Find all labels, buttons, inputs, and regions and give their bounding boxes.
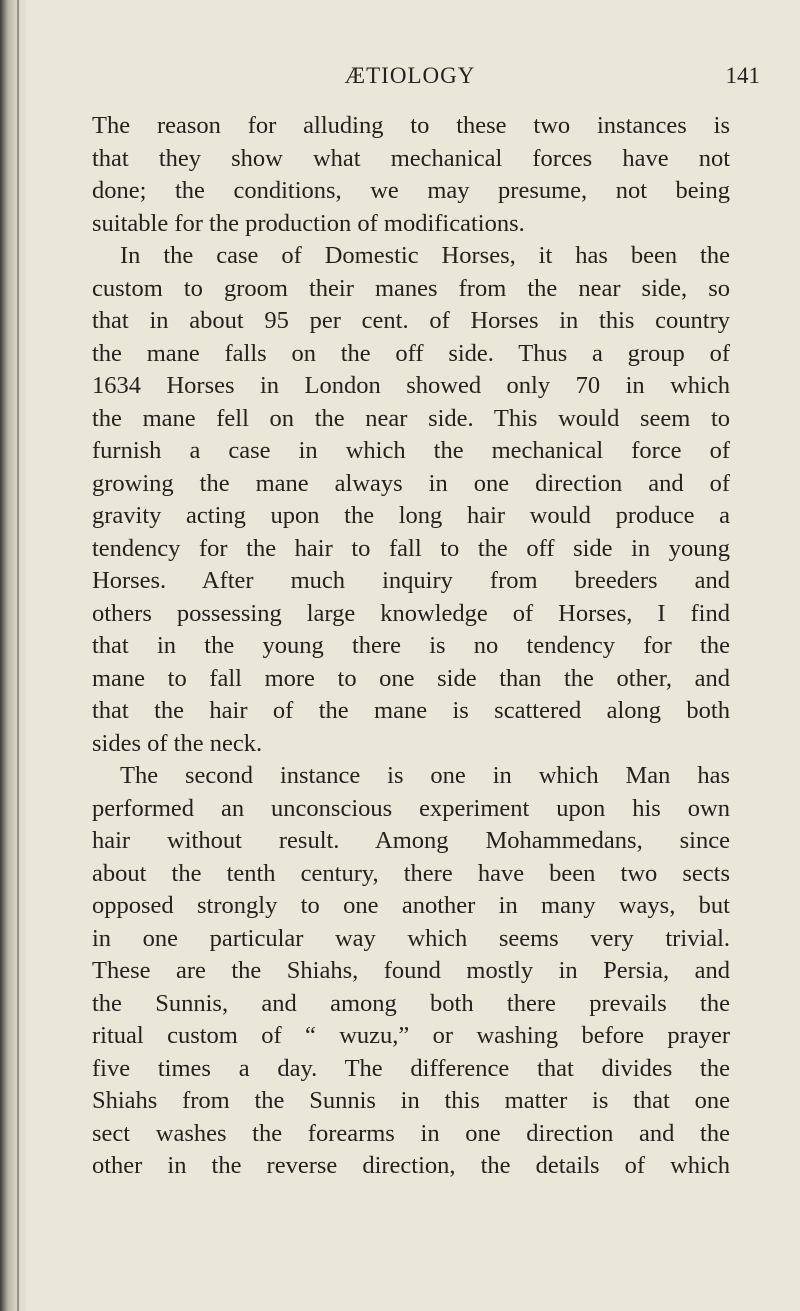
text-line-33: other in the reverse direction, the details of which bbox=[92, 1152, 730, 1179]
text-line-24: about the tenth century, there have been two sects bbox=[92, 859, 730, 887]
text-line-29: ritual custom of “ wuzu,” or washing before prayer bbox=[92, 1022, 730, 1049]
text-line-14: tendency for the hair to fall to the off side in young bbox=[92, 534, 730, 562]
text-line-3: done; the conditions, we may presume, not being bbox=[92, 177, 730, 204]
text-line-5: In the case of Domestic Horses, it has been the bbox=[120, 242, 730, 269]
text-line-27: These are the Shiahs, found mostly in Persia, and bbox=[92, 957, 730, 984]
text-line-22: performed an unconscious experiment upon his own bbox=[92, 794, 730, 822]
text-line-12: growing the mane always in one direction and of bbox=[92, 469, 730, 497]
running-head bbox=[60, 58, 760, 94]
chapter-title: ÆTIOLOGY bbox=[344, 63, 476, 88]
text-line-28: the Sunnis, and among both there prevails the bbox=[92, 989, 730, 1017]
text-line-16: others possessing large knowledge of Horses, I find bbox=[92, 599, 730, 627]
binding-edge-line bbox=[17, 0, 19, 1311]
text-line-10: the mane fell on the near side. This would seem to bbox=[92, 404, 730, 432]
text-line-1: The reason for alluding to these two instances is bbox=[92, 112, 730, 139]
text-line-18: mane to fall more to one side than the other, and bbox=[92, 664, 730, 692]
text-line-25: opposed strongly to one another in many ways, but bbox=[92, 892, 730, 919]
body-text bbox=[92, 110, 730, 1183]
page-number: 141 bbox=[725, 63, 760, 88]
text-line-6: custom to groom their manes from the near side, so bbox=[92, 274, 730, 302]
text-line-17: that in the young there is no tendency for the bbox=[92, 632, 730, 659]
text-line-23: hair without result. Among Mohammedans, since bbox=[92, 827, 730, 854]
text-line-26: in one particular way which seems very trivial. bbox=[92, 924, 730, 952]
text-line-20: sides of the neck. bbox=[92, 729, 263, 757]
text-line-11: furnish a case in which the mechanical force of bbox=[92, 437, 730, 464]
text-line-13: gravity acting upon the long hair would produce a bbox=[92, 502, 730, 529]
text-line-4: suitable for the production of modifications. bbox=[92, 209, 525, 237]
text-line-32: sect washes the forearms in one direction and the bbox=[92, 1119, 730, 1147]
text-line-19: that the hair of the mane is scattered along both bbox=[92, 697, 730, 724]
text-line-21: The second instance is one in which Man has bbox=[120, 762, 730, 789]
text-line-7: that in about 95 per cent. of Horses in this country bbox=[92, 307, 730, 334]
text-line-15: Horses. After much inquiry from breeders and bbox=[92, 567, 730, 594]
text-line-31: Shiahs from the Sunnis in this matter is that one bbox=[92, 1087, 730, 1114]
text-line-30: five times a day. The difference that divides the bbox=[92, 1054, 730, 1082]
text-line-9: 1634 Horses in London showed only 70 in which bbox=[92, 372, 730, 399]
binding-gutter bbox=[0, 0, 26, 1311]
text-line-8: the mane falls on the off side. Thus a group of bbox=[92, 339, 730, 367]
text-line-2: that they show what mechanical forces have not bbox=[92, 144, 730, 172]
